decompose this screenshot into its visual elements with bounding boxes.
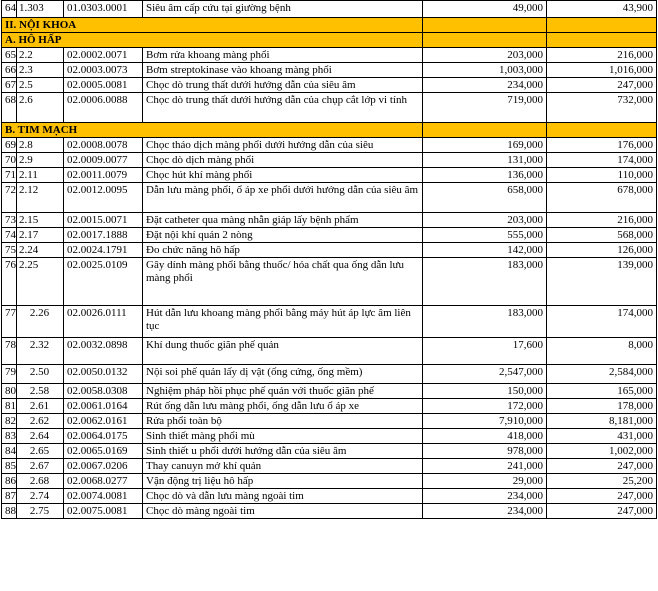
price-new: 732,000: [547, 93, 657, 123]
service-code: 02.0009.0077: [64, 153, 143, 168]
price-old: 49,000: [423, 1, 547, 18]
service-code: 02.0032.0898: [64, 338, 143, 365]
section-empty-cell: [547, 123, 657, 138]
price-old: 183,000: [423, 306, 547, 338]
service-name: Khí dung thuốc giãn phế quản: [143, 338, 423, 365]
row-index: 2.75: [17, 504, 64, 519]
service-code: 02.0061.0164: [64, 399, 143, 414]
row-number: 67: [2, 78, 17, 93]
row-number: 64: [2, 1, 17, 18]
row-number: 82: [2, 414, 17, 429]
service-code: 02.0024.1791: [64, 243, 143, 258]
price-old: 2,547,000: [423, 365, 547, 384]
row-number: 71: [2, 168, 17, 183]
price-old: 203,000: [423, 213, 547, 228]
price-old: 7,910,000: [423, 414, 547, 429]
service-code: 02.0068.0277: [64, 474, 143, 489]
row-index: 2.25: [17, 258, 64, 306]
table-row: [2, 1, 657, 18]
row-number: 73: [2, 213, 17, 228]
table-row: [2, 459, 657, 474]
price-old: 241,000: [423, 459, 547, 474]
row-number: 79: [2, 365, 17, 384]
table-row: [2, 338, 657, 365]
service-name: Dẫn lưu màng phổi, ổ áp xe phổi dưới hướng dẫn của siêu âm: [143, 183, 423, 213]
service-name: Chọc hút khí màng phổi: [143, 168, 423, 183]
service-name: Nội soi phế quản lấy dị vật (ống cứng, ống mềm): [143, 365, 423, 384]
row-index: 2.2: [17, 48, 64, 63]
row-number: 85: [2, 459, 17, 474]
row-index: 2.11: [17, 168, 64, 183]
price-new: 165,000: [547, 384, 657, 399]
row-number: 77: [2, 306, 17, 338]
price-new: 139,000: [547, 258, 657, 306]
price-old: 1,003,000: [423, 63, 547, 78]
row-index: 2.74: [17, 489, 64, 504]
section-empty-cell: [547, 33, 657, 48]
row-index: 2.32: [17, 338, 64, 365]
service-name: Chọc dò màng ngoài tim: [143, 504, 423, 519]
section-header-row: [2, 123, 657, 138]
table-row: [2, 78, 657, 93]
service-code: 02.0074.0081: [64, 489, 143, 504]
table-row: [2, 399, 657, 414]
row-index: 1.303: [17, 1, 64, 18]
section-empty-cell: [547, 18, 657, 33]
row-index: 2.68: [17, 474, 64, 489]
service-name: Đo chức năng hô hấp: [143, 243, 423, 258]
price-old: 658,000: [423, 183, 547, 213]
row-number: 88: [2, 504, 17, 519]
table-row: [2, 489, 657, 504]
service-name: Thay canuyn mở khí quản: [143, 459, 423, 474]
row-index: 2.17: [17, 228, 64, 243]
row-index: 2.12: [17, 183, 64, 213]
price-new: 176,000: [547, 138, 657, 153]
row-index: 2.9: [17, 153, 64, 168]
service-code: 01.0303.0001: [64, 1, 143, 18]
row-index: 2.58: [17, 384, 64, 399]
table-row: [2, 63, 657, 78]
row-number: 76: [2, 258, 17, 306]
row-index: 2.26: [17, 306, 64, 338]
service-name: Đặt nội khí quản 2 nòng: [143, 228, 423, 243]
service-name: Vận động trị liệu hô hấp: [143, 474, 423, 489]
service-name: Rút ống dẫn lưu màng phổi, ống dẫn lưu ổ áp xe: [143, 399, 423, 414]
service-name: Sinh thiết màng phổi mù: [143, 429, 423, 444]
price-new: 8,181,000: [547, 414, 657, 429]
price-old: 203,000: [423, 48, 547, 63]
service-code: 02.0006.0088: [64, 93, 143, 123]
service-code: 02.0008.0078: [64, 138, 143, 153]
table-row: [2, 183, 657, 213]
table-row: [2, 474, 657, 489]
service-name: Gây dính màng phổi bằng thuốc/ hóa chất qua ống dẫn lưu màng phổi: [143, 258, 423, 306]
table-row: [2, 384, 657, 399]
price-new: 247,000: [547, 504, 657, 519]
service-name: Siêu âm cấp cứu tại giường bệnh: [143, 1, 423, 18]
service-code: 02.0065.0169: [64, 444, 143, 459]
service-code: 02.0026.0111: [64, 306, 143, 338]
row-number: 87: [2, 489, 17, 504]
section-label: II. NỘI KHOA: [2, 18, 423, 33]
row-number: 69: [2, 138, 17, 153]
section-empty-cell: [423, 33, 547, 48]
row-number: 66: [2, 63, 17, 78]
price-old: 183,000: [423, 258, 547, 306]
table-row: [2, 306, 657, 338]
price-new: 1,016,000: [547, 63, 657, 78]
row-number: 75: [2, 243, 17, 258]
service-name: Bơm rửa khoang màng phổi: [143, 48, 423, 63]
service-code: 02.0050.0132: [64, 365, 143, 384]
service-code: 02.0025.0109: [64, 258, 143, 306]
section-label: B. TIM MẠCH: [2, 123, 423, 138]
price-old: 234,000: [423, 489, 547, 504]
section-empty-cell: [423, 123, 547, 138]
price-old: 142,000: [423, 243, 547, 258]
price-new: 2,584,000: [547, 365, 657, 384]
row-number: 84: [2, 444, 17, 459]
service-name: Nghiệm pháp hồi phục phế quản với thuốc giãn phế: [143, 384, 423, 399]
price-new: 178,000: [547, 399, 657, 414]
table-row: [2, 414, 657, 429]
price-new: 216,000: [547, 48, 657, 63]
row-number: 65: [2, 48, 17, 63]
price-old: 136,000: [423, 168, 547, 183]
price-old: 418,000: [423, 429, 547, 444]
row-number: 80: [2, 384, 17, 399]
service-name: Chọc dò trung thất dưới hướng dẫn của chụp cắt lớp vi tính: [143, 93, 423, 123]
price-new: 174,000: [547, 306, 657, 338]
table-row: [2, 168, 657, 183]
service-code: 02.0064.0175: [64, 429, 143, 444]
price-new: 247,000: [547, 489, 657, 504]
row-index: 2.67: [17, 459, 64, 474]
row-number: 74: [2, 228, 17, 243]
price-new: 678,000: [547, 183, 657, 213]
price-old: 172,000: [423, 399, 547, 414]
row-number: 78: [2, 338, 17, 365]
row-index: 2.64: [17, 429, 64, 444]
service-name: Chọc tháo dịch màng phổi dưới hướng dẫn của siêu: [143, 138, 423, 153]
section-header-row: [2, 18, 657, 33]
row-number: 72: [2, 183, 17, 213]
section-empty-cell: [423, 18, 547, 33]
service-name: Rửa phổi toàn bộ: [143, 414, 423, 429]
row-index: 2.50: [17, 365, 64, 384]
row-index: 2.65: [17, 444, 64, 459]
table-row: [2, 444, 657, 459]
row-number: 83: [2, 429, 17, 444]
price-old: 234,000: [423, 78, 547, 93]
table-row: [2, 258, 657, 306]
service-code: 02.0067.0206: [64, 459, 143, 474]
service-name: Sinh thiết u phổi dưới hướng dẫn của siêu âm: [143, 444, 423, 459]
table-row: [2, 243, 657, 258]
table-row: [2, 213, 657, 228]
service-name: Chọc dò dịch màng phổi: [143, 153, 423, 168]
service-code: 02.0011.0079: [64, 168, 143, 183]
service-name: Bơm streptokinase vào khoang màng phổi: [143, 63, 423, 78]
service-code: 02.0015.0071: [64, 213, 143, 228]
price-new: 174,000: [547, 153, 657, 168]
price-new: 216,000: [547, 213, 657, 228]
service-name: Đặt catheter qua màng nhẫn giáp lấy bệnh phẩm: [143, 213, 423, 228]
price-old: 29,000: [423, 474, 547, 489]
price-new: 1,002,000: [547, 444, 657, 459]
row-index: 2.61: [17, 399, 64, 414]
price-old: 555,000: [423, 228, 547, 243]
row-number: 81: [2, 399, 17, 414]
section-label: A. HÔ HẤP: [2, 33, 423, 48]
row-index: 2.3: [17, 63, 64, 78]
row-index: 2.6: [17, 93, 64, 123]
service-code: 02.0003.0073: [64, 63, 143, 78]
price-new: 431,000: [547, 429, 657, 444]
price-table: [1, 0, 657, 519]
row-index: 2.5: [17, 78, 64, 93]
price-old: 978,000: [423, 444, 547, 459]
price-new: 25,200: [547, 474, 657, 489]
price-old: 131,000: [423, 153, 547, 168]
table-row: [2, 228, 657, 243]
table-row: [2, 48, 657, 63]
price-new: 126,000: [547, 243, 657, 258]
row-index: 2.15: [17, 213, 64, 228]
table-row: [2, 504, 657, 519]
service-name: Chọc dò trung thất dưới hướng dẫn của siêu âm: [143, 78, 423, 93]
price-new: 568,000: [547, 228, 657, 243]
row-index: 2.24: [17, 243, 64, 258]
table-row: [2, 153, 657, 168]
price-new: 43,900: [547, 1, 657, 18]
row-number: 68: [2, 93, 17, 123]
price-new: 110,000: [547, 168, 657, 183]
service-name: Chọc dò và dẫn lưu màng ngoài tim: [143, 489, 423, 504]
row-number: 70: [2, 153, 17, 168]
service-code: 02.0017.1888: [64, 228, 143, 243]
service-code: 02.0012.0095: [64, 183, 143, 213]
row-index: 2.8: [17, 138, 64, 153]
service-code: 02.0005.0081: [64, 78, 143, 93]
service-code: 02.0062.0161: [64, 414, 143, 429]
price-old: 169,000: [423, 138, 547, 153]
price-old: 17,600: [423, 338, 547, 365]
service-code: 02.0002.0071: [64, 48, 143, 63]
price-old: 719,000: [423, 93, 547, 123]
section-header-row: [2, 33, 657, 48]
price-new: 8,000: [547, 338, 657, 365]
price-old: 150,000: [423, 384, 547, 399]
service-code: 02.0075.0081: [64, 504, 143, 519]
price-old: 234,000: [423, 504, 547, 519]
service-code: 02.0058.0308: [64, 384, 143, 399]
table-row: [2, 429, 657, 444]
price-new: 247,000: [547, 78, 657, 93]
table-row: [2, 93, 657, 123]
row-number: 86: [2, 474, 17, 489]
table-row: [2, 138, 657, 153]
table-row: [2, 365, 657, 384]
price-new: 247,000: [547, 459, 657, 474]
service-name: Hút dẫn lưu khoang màng phổi bằng máy hút áp lực âm liên tục: [143, 306, 423, 338]
row-index: 2.62: [17, 414, 64, 429]
